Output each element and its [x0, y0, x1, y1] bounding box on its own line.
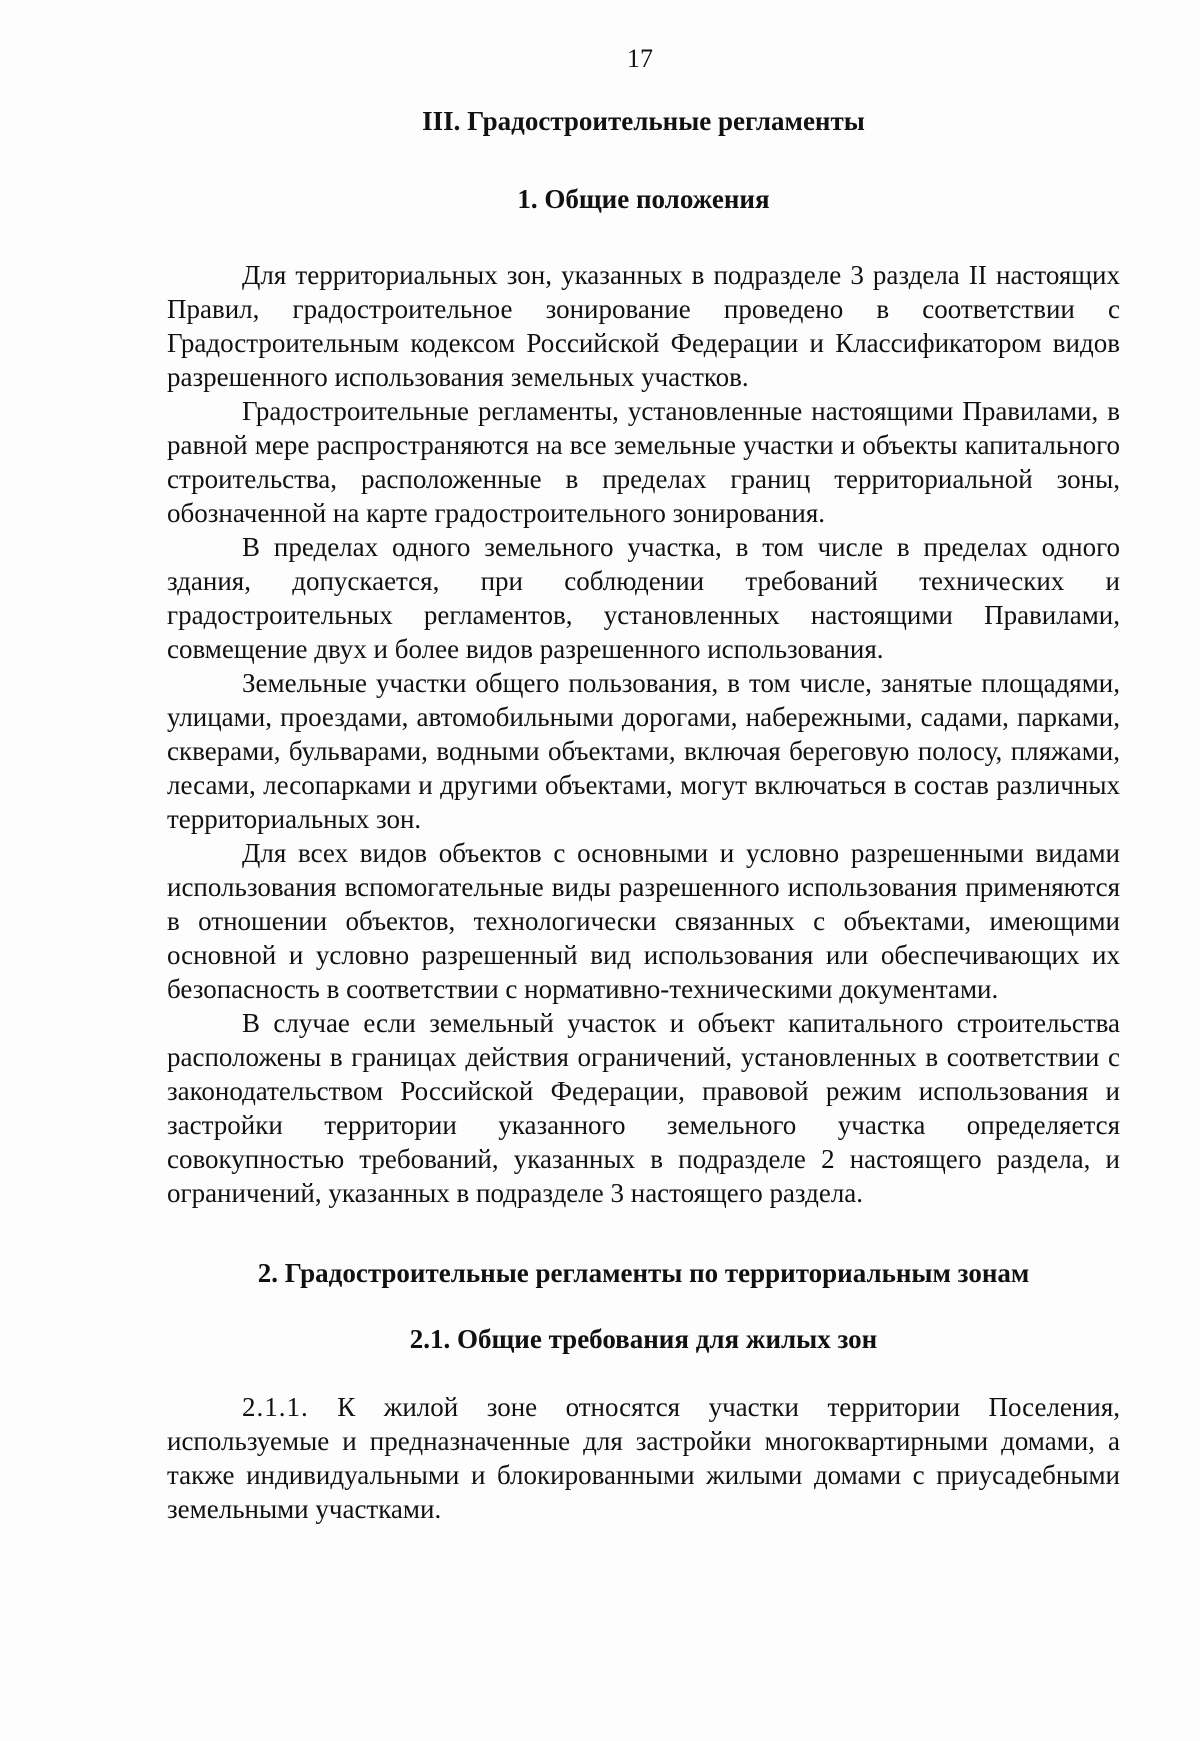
paragraph: Для территориальных зон, указанных в подразделе 3 раздела II настоящих Правил, градостроительное зонирование проведено в соответствии с Градостроительным кодексом Российской Федерации и Классификатором видов разрешенного использования земельных участков. — [167, 260, 1120, 392]
paragraph: Градостроительные регламенты, установленные настоящими Правилами, в равной мере распространяются на все земельные участки и объекты капитального строительства, расположенные в пределах границ территориальной зоны, обозначенной на карте градостроительного зонирования. — [167, 396, 1120, 528]
section-title: III. Градостроительные регламенты — [422, 106, 865, 136]
subsection-residential-title: 2.1. Общие требования для жилых зон — [409, 1324, 878, 1354]
subsection-general-title: 1. Общие положения — [517, 184, 770, 214]
general-provisions-body — [167, 258, 1120, 1210]
subsection-zones-title: 2. Градостроительные регламенты по территориальным зонам — [257, 1258, 1030, 1288]
paragraph: Земельные участки общего пользования, в том числе, занятые площадями, улицами, проездами, автомобильными дорогами, набережными, садами, парками, скверами, бульварами, водными объектами, включая береговую полосу, пляжами, лесами, лесопарками и другими объектами, могут включаться в состав различных территориальных зон. — [167, 668, 1120, 834]
clause-2-1-1 — [167, 1390, 1120, 1526]
clause-number: 2.1.1. — [242, 1392, 309, 1422]
document-content — [167, 104, 1120, 1526]
paragraph: В случае если земельный участок и объект капитального строительства расположены в границах действия ограничений, установленных в соответствии с законодательством Российской Федерации, правовой режим использования и застройки территории указанного земельного участка определяется совокупностью требований, указанных в подразделе 2 настоящего раздела, и ограничений, указанных в подразделе 3 настоящего раздела. — [167, 1008, 1120, 1208]
clause-text: К жилой зоне относятся участки территории Поселения, используемые и предназначенные для застройки многоквартирными домами, а также индивидуальными и блокированными жилыми домами с приусадебными земельными участками. — [167, 1392, 1120, 1524]
paragraph: Для всех видов объектов с основными и условно разрешенными видами использования вспомогательные виды разрешенного использования применяются в отношении объектов, технологически связанных с объектами, имеющими основной и условно разрешенный вид использования или обеспечивающих их безопасность в соответствии с нормативно-техническими документами. — [167, 838, 1120, 1004]
paragraph: В пределах одного земельного участка, в том числе в пределах одного здания, допускается, при соблюдении требований технических и градостроительных регламентов, установленных настоящими Правилами, совмещение двух и более видов разрешенного использования. — [167, 532, 1120, 664]
page-number: 17 — [627, 44, 653, 73]
